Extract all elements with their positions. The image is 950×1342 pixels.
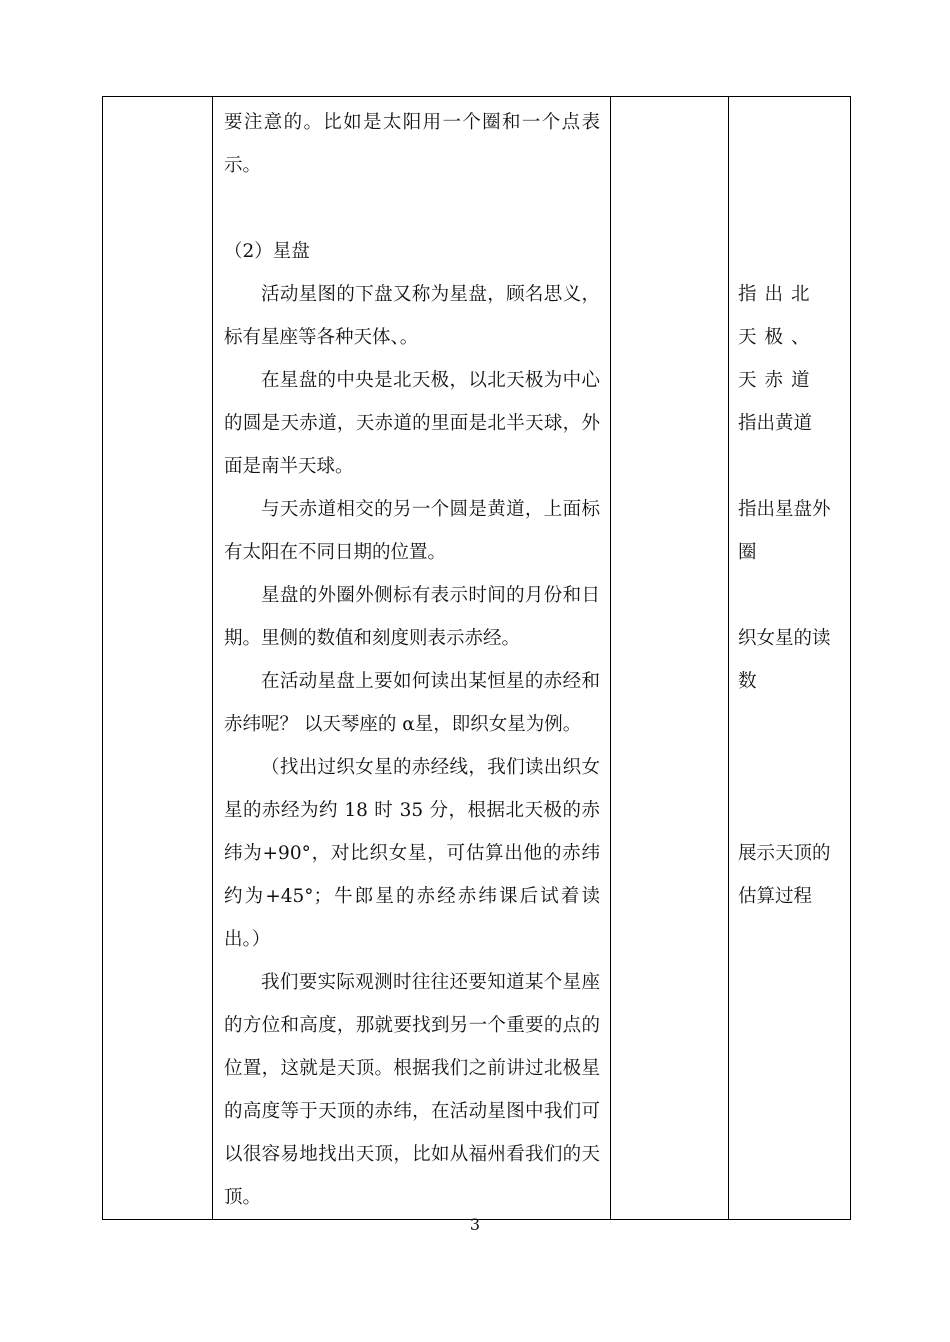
note-3: 指出星盘外圈 [738, 499, 831, 563]
paragraph: 在活动星盘上要如何读出某恒星的赤经和赤纬呢？ 以天琴座的 α星，即织女星为例。 [224, 671, 600, 735]
note-1: 指出北天极、天赤道 [738, 284, 818, 391]
paragraph: （找出过织女星的赤经线，我们读出织女星的赤经为约 18 时 35 分，根据北天极的赤纬为+90°，对比织女星，可估算出他的赤纬约为+45°；牛郎星的赤经赤纬课后试着读出。） [224, 757, 600, 950]
paragraph: 活动星图的下盘又称为星盘，顾名思义，标有星座等各种天体、。 [224, 284, 600, 348]
paragraph: 在星盘的中央是北天极，以北天极为中心的圆是天赤道，天赤道的里面是北半天球，外面是南半天球。 [224, 370, 600, 477]
note-4: 织女星的读数 [738, 628, 831, 692]
spacer [738, 574, 842, 617]
blank-cell-left [103, 97, 213, 1220]
table-row [103, 97, 851, 1220]
notes-cell [729, 97, 851, 1220]
note-2: 指出黄道 [738, 413, 813, 434]
spacer [738, 703, 842, 832]
blank-cell-middle [611, 97, 729, 1220]
section-heading: （2）星盘 [224, 241, 310, 262]
spacer [738, 445, 842, 488]
content-cell [213, 97, 611, 1220]
note-5: 展示天顶的估算过程 [738, 843, 831, 907]
lesson-table [102, 96, 851, 1220]
page-number: 3 [469, 1215, 481, 1234]
paragraph: 要注意的。比如是太阳用一个圈和一个点表示。 [224, 112, 600, 176]
spacer [738, 101, 842, 273]
paragraph: 我们要实际观测时往往还要知道某个星座的方位和高度，那就要找到另一个重要的点的位置，这就是天顶。根据我们之前讲过北极星的高度等于天顶的赤纬，在活动星图中我们可以很容易地找出天顶，比如从福州看我们的天顶。 [224, 972, 600, 1208]
spacer [224, 187, 600, 230]
paragraph: 星盘的外圈外侧标有表示时间的月份和日期。里侧的数值和刻度则表示赤经。 [224, 585, 600, 649]
paragraph: 与天赤道相交的另一个圆是黄道，上面标有太阳在不同日期的位置。 [224, 499, 600, 563]
